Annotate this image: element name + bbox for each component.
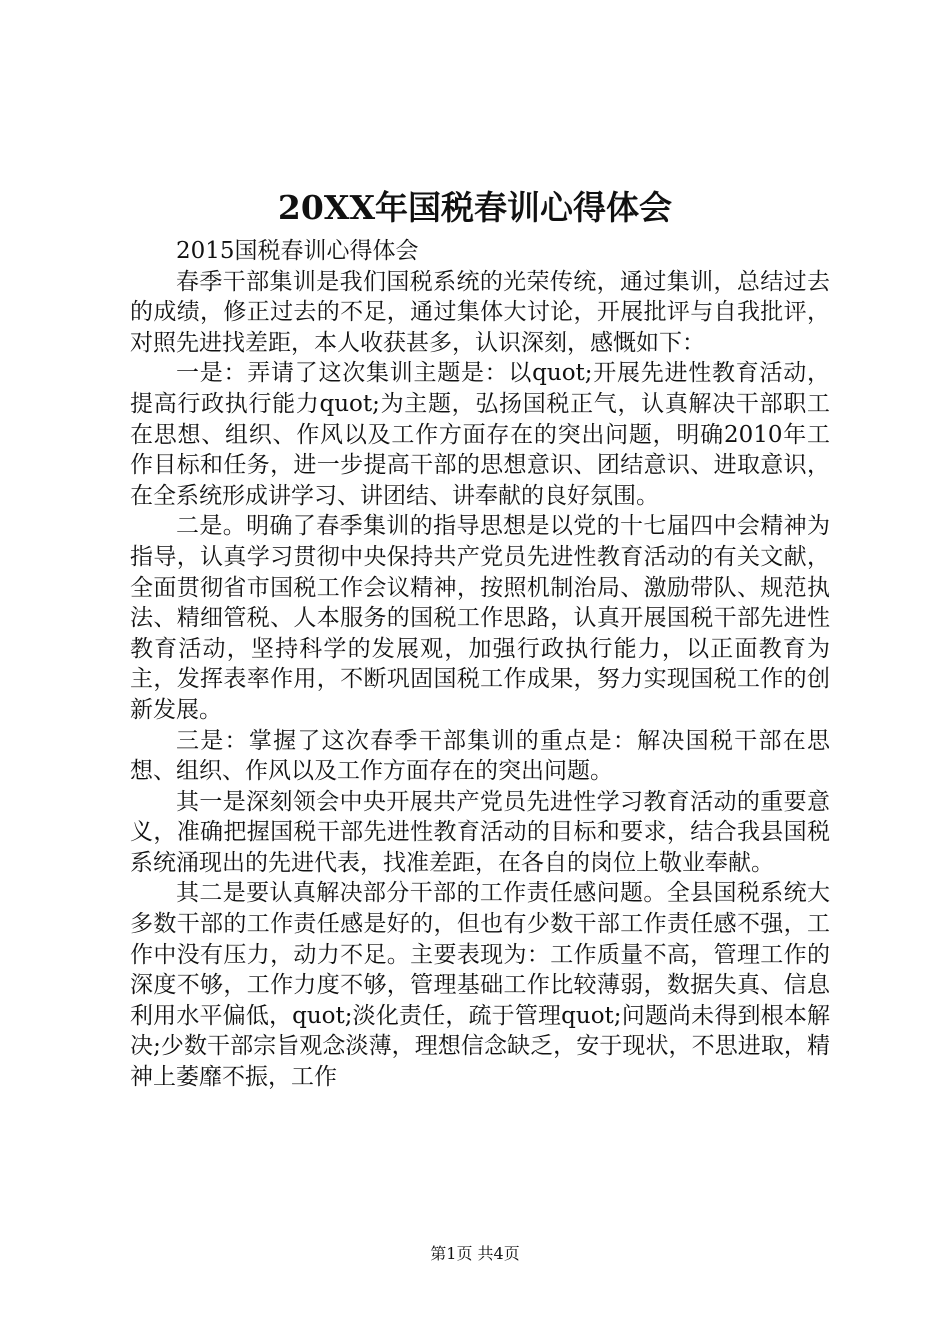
page-footer: 第1页 共4页 [430,1244,520,1263]
document-title: 20XX年国税春训心得体会 [277,188,673,227]
paragraph-item-two: 其二是要认真解决部分干部的工作责任感问题。全县国税系统大多数干部的工作责任感是好的，但也有少数干部工作责任感不强，工作中没有压力，动力不足。主要表现为：工作质量不高，管理工作的深度不够，工作力度不够，管理基础工作比较薄弱，数据失真、信息利用水平偏低，quot;淡化责任，疏于管理quot;问题尚未得到根本解决;少数干部宗旨观念淡薄，理想信念缺乏，安于现状，不思进取，精神上萎靡不振，工作 [130,880,830,1091]
paragraph-point-one: 一是：弄请了这次集训主题是：以quot;开展先进性教育活动，提高行政执行能力quot;为主题，弘扬国税正气，认真解决干部职工在思想、组织、作风以及工作方面存在的突出问题，明确2010年工作目标和任务，进一步提高干部的思想意识、团结意识、进取意识，在全系统形成讲学习、讲团结、讲奉献的良好氛围。 [130,360,830,509]
paragraph-point-two: 二是。明确了春季集训的指导思想是以党的十七届四中会精神为指导，认真学习贯彻中央保持共产党员先进性教育活动的有关文献，全面贯彻省市国税工作会议精神，按照机制治局、激励带队、规范执法、精细管税、人本服务的国税工作思路，认真开展国税干部先进性教育活动，坚持科学的发展观，加强行政执行能力，以正面教育为主，发挥表率作用，不断巩固国税工作成果，努力实现国税工作的创新发展。 [130,513,830,723]
paragraph-subtitle: 2015国税春训心得体会 [176,238,419,264]
paragraph-intro: 春季干部集训是我们国税系统的光荣传统，通过集训，总结过去的成绩，修正过去的不足，通过集体大讨论，开展批评与自我批评，对照先进找差距，本人收获甚多，认识深刻，感慨如下： [130,268,830,356]
paragraph-item-one: 其一是深刻领会中央开展共产党员先进性学习教育活动的重要意义，准确把握国税干部先进性教育活动的目标和要求，结合我县国税系统涌现出的先进代表，找准差距，在各自的岗位上敬业奉献。 [130,788,830,876]
document-body [130,236,830,1093]
paragraph-point-three: 三是：掌握了这次春季干部集训的重点是：解决国税干部在思想、组织、作风以及工作方面存在的突出问题。 [130,727,830,785]
